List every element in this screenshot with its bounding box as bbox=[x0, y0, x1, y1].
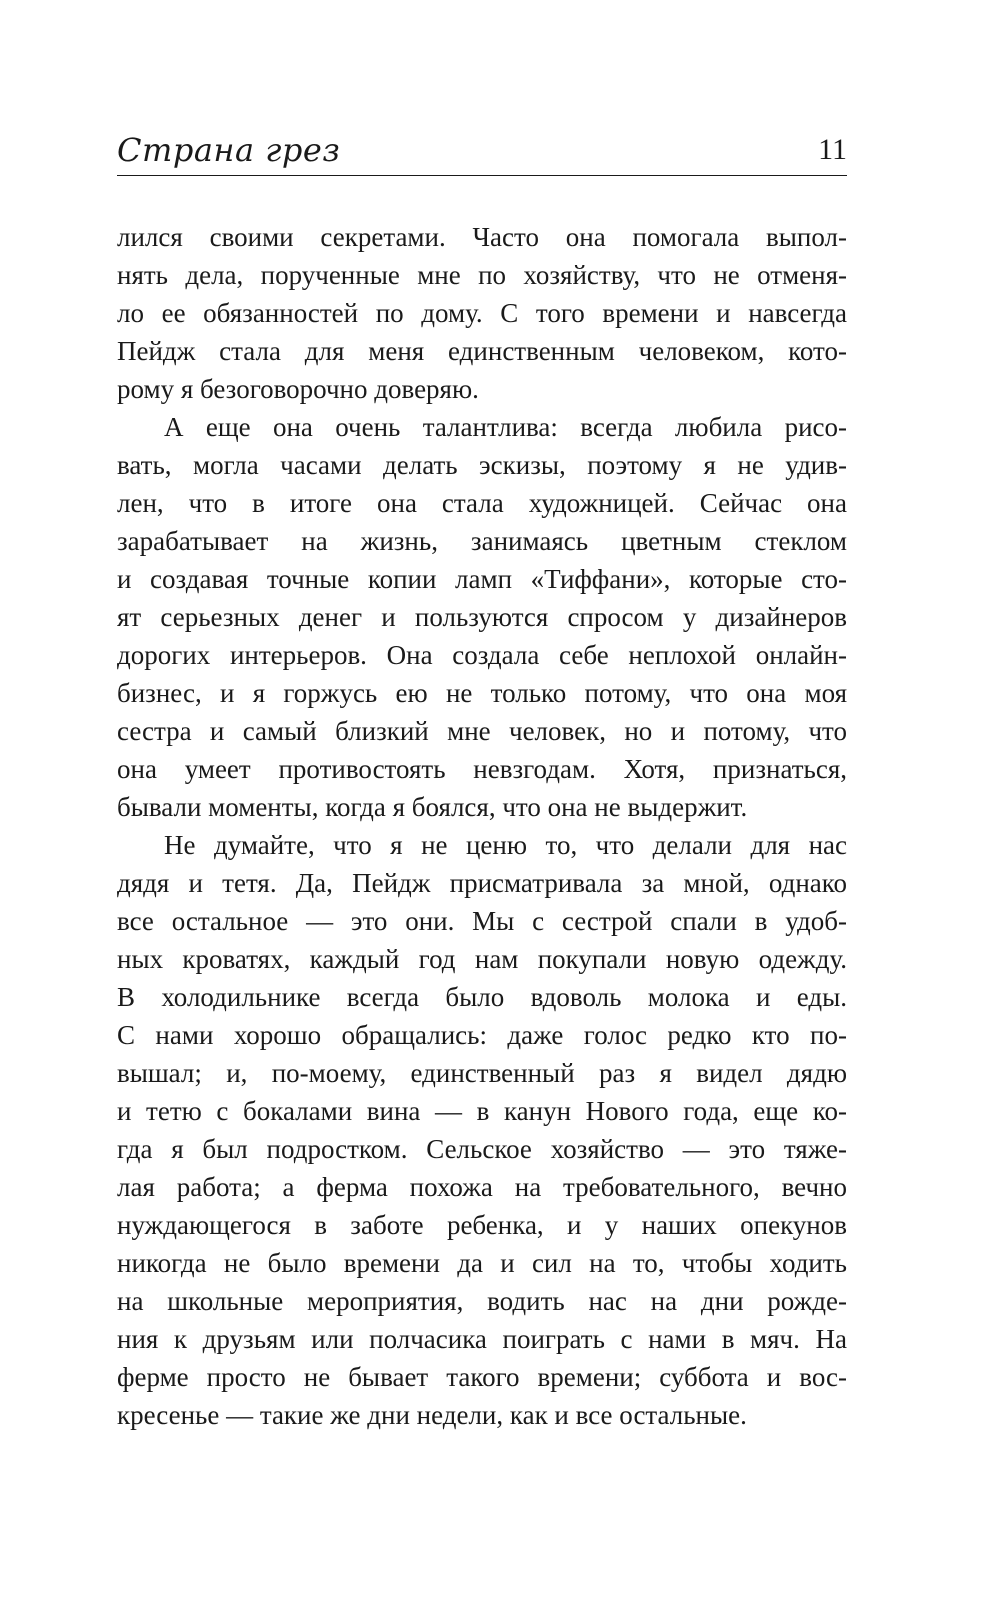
text-line: кресенье — такие же дни недели, как и все остальные. bbox=[117, 1400, 747, 1430]
text-line: все остальное — это они. Мы с сестрой спали в удоб- bbox=[117, 906, 847, 936]
text-line: Не думайте, что я не ценю то, что делали для нас bbox=[164, 830, 847, 860]
text-line: В холодильнике всегда было вдоволь молока и еды. bbox=[117, 982, 847, 1012]
text-line: Пейдж стала для меня единственным человеком, кото- bbox=[117, 336, 847, 366]
text-line: ло ее обязанностей по дому. С того времени и навсегда bbox=[117, 298, 847, 328]
text-line: на школьные мероприятия, водить нас на дни рожде- bbox=[117, 1286, 847, 1316]
text-line: дорогих интерьеров. Она создала себе неплохой онлайн- bbox=[117, 640, 847, 670]
header-rule bbox=[117, 175, 847, 176]
text-line: нять дела, порученные мне по хозяйству, что не отменя- bbox=[117, 260, 847, 290]
text-line: А еще она очень талантлива: всегда любила рисо- bbox=[164, 412, 847, 442]
text-line: ят серьезных денег и пользуются спросом у дизайнеров bbox=[117, 602, 847, 632]
text-line: бизнес, и я горжусь ею не только потому, что она моя bbox=[117, 678, 847, 708]
paragraph-3 bbox=[117, 826, 847, 1434]
text-line: лился своими секретами. Часто она помогала выпол- bbox=[117, 222, 847, 252]
paragraph-1 bbox=[117, 218, 847, 408]
running-title: Страна грез bbox=[117, 131, 341, 169]
text-line: гда я был подростком. Сельское хозяйство — это тяже- bbox=[117, 1134, 847, 1164]
text-line: она умеет противостоять невзгодам. Хотя, признаться, bbox=[117, 754, 847, 784]
paragraph-2 bbox=[117, 408, 847, 826]
text-line: никогда не было времени да и сил на то, чтобы ходить bbox=[117, 1248, 847, 1278]
text-line: вать, могла часами делать эскизы, поэтому я не удив- bbox=[117, 450, 847, 480]
text-line: сестра и самый близкий мне человек, но и потому, что bbox=[117, 716, 847, 746]
page-number: 11 bbox=[818, 133, 847, 166]
text-line: нуждающегося в заботе ребенка, и у наших опекунов bbox=[117, 1210, 847, 1240]
text-line: С нами хорошо обращались: даже голос редко кто по- bbox=[117, 1020, 847, 1050]
text-line: ных кроватях, каждый год нам покупали новую одежду. bbox=[117, 944, 847, 974]
text-line: лая работа; а ферма похожа на требовательного, вечно bbox=[117, 1172, 847, 1202]
text-line: вышал; и, по-моему, единственный раз я видел дядю bbox=[117, 1058, 847, 1088]
text-line: и создавая точные копии ламп «Тиффани», которые сто- bbox=[117, 564, 847, 594]
text-line: ферме просто не бывает такого времени; суббота и вос- bbox=[117, 1362, 847, 1392]
text-line: лен, что в итоге она стала художницей. Сейчас она bbox=[117, 488, 847, 518]
text-line: и тетю с бокалами вина — в канун Нового года, еще ко- bbox=[117, 1096, 847, 1126]
text-line: ния к друзьям или полчасика поиграть с нами в мяч. На bbox=[117, 1324, 847, 1354]
text-line: зарабатывает на жизнь, занимаясь цветным стеклом bbox=[117, 526, 847, 556]
text-line: рому я безоговорочно доверяю. bbox=[117, 374, 479, 404]
body-text bbox=[117, 218, 847, 1434]
text-line: дядя и тетя. Да, Пейдж присматривала за мной, однако bbox=[117, 868, 847, 898]
page-header bbox=[117, 128, 847, 176]
text-line: бывали моменты, когда я боялся, что она не выдержит. bbox=[117, 792, 748, 822]
